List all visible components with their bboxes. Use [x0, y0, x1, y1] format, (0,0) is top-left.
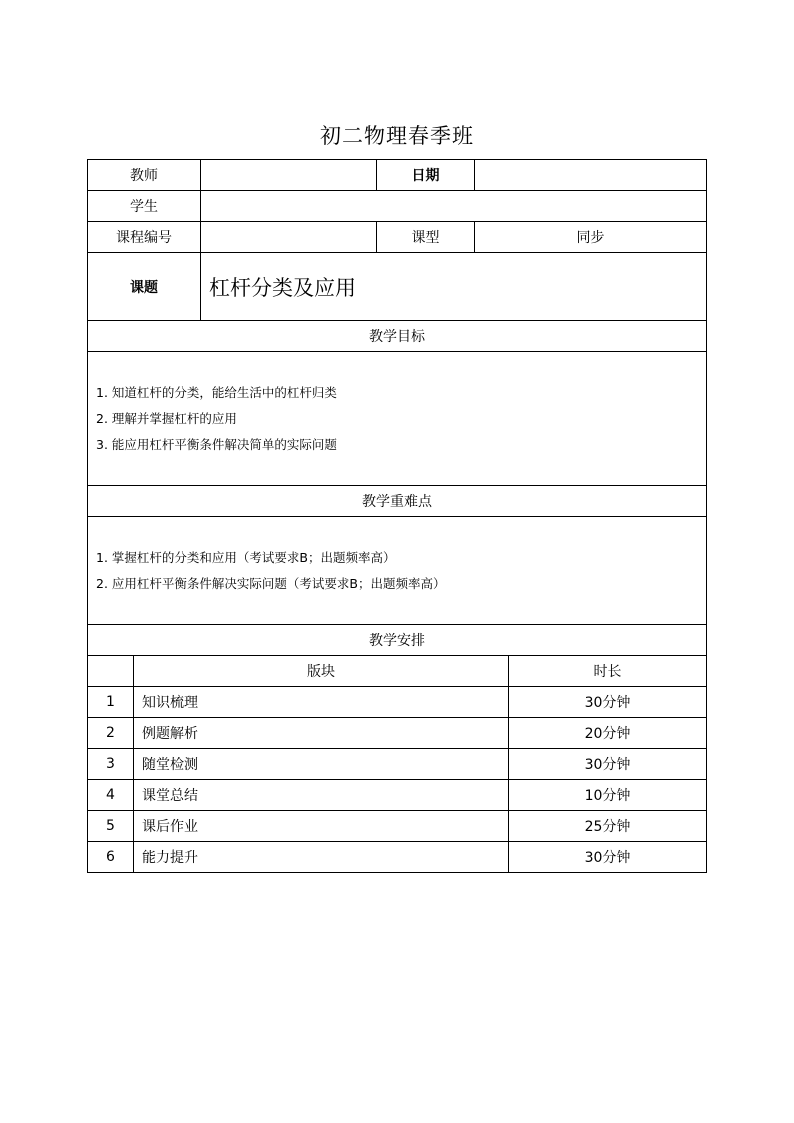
table-row — [88, 718, 707, 749]
row-number: 4 — [88, 780, 134, 811]
course-no-label: 课程编号 — [88, 222, 201, 253]
course-type-label: 课型 — [377, 222, 475, 253]
row-number: 5 — [88, 811, 134, 842]
section-column-header: 版块 — [134, 656, 509, 687]
schedule-heading: 教学安排 — [88, 625, 707, 656]
objective-item: 1. 知道杠杆的分类，能给生活中的杠杆归类 — [96, 384, 337, 400]
table-row — [88, 780, 707, 811]
topic-label: 课题 — [88, 253, 201, 321]
row-number: 3 — [88, 749, 134, 780]
duration-value: 20分钟 — [509, 718, 707, 749]
row-number: 6 — [88, 842, 134, 873]
key-point-item: 2. 应用杠杆平衡条件解决实际问题（考试要求B；出题频率高） — [96, 575, 446, 591]
section-name: 例题解析 — [134, 718, 509, 749]
duration-value: 10分钟 — [509, 780, 707, 811]
section-name: 随堂检测 — [134, 749, 509, 780]
student-value — [201, 191, 707, 222]
row-number: 1 — [88, 687, 134, 718]
duration-value: 30分钟 — [509, 842, 707, 873]
duration-value: 30分钟 — [509, 749, 707, 780]
duration-value: 25分钟 — [509, 811, 707, 842]
objective-item: 3. 能应用杠杆平衡条件解决简单的实际问题 — [96, 436, 337, 452]
table-row — [88, 842, 707, 873]
course-type-value: 同步 — [475, 222, 707, 253]
table-row — [88, 687, 707, 718]
table-row — [88, 811, 707, 842]
topic-value: 杠杆分类及应用 — [201, 253, 707, 321]
objectives-heading: 教学目标 — [88, 321, 707, 352]
lesson-info-table — [87, 159, 707, 656]
schedule-no-header — [88, 656, 134, 687]
duration-value: 30分钟 — [509, 687, 707, 718]
document-title: 初二物理春季班 — [320, 124, 474, 148]
key-points-list — [88, 517, 707, 625]
section-name: 能力提升 — [134, 842, 509, 873]
section-name: 知识梳理 — [134, 687, 509, 718]
teacher-label: 教师 — [88, 160, 201, 191]
objective-item: 2. 理解并掌握杠杆的应用 — [96, 410, 237, 426]
date-value — [475, 160, 707, 191]
key-points-heading: 教学重难点 — [88, 486, 707, 517]
section-name: 课后作业 — [134, 811, 509, 842]
teacher-value — [201, 160, 377, 191]
student-label: 学生 — [88, 191, 201, 222]
key-point-item: 1. 掌握杠杆的分类和应用（考试要求B；出题频率高） — [96, 549, 396, 565]
course-no-value — [201, 222, 377, 253]
section-name: 课堂总结 — [134, 780, 509, 811]
row-number: 2 — [88, 718, 134, 749]
objectives-list — [88, 352, 707, 486]
lesson-plan-sheet — [87, 159, 706, 873]
date-label: 日期 — [377, 160, 475, 191]
duration-column-header: 时长 — [509, 656, 707, 687]
schedule-table — [87, 655, 707, 873]
table-row — [88, 749, 707, 780]
